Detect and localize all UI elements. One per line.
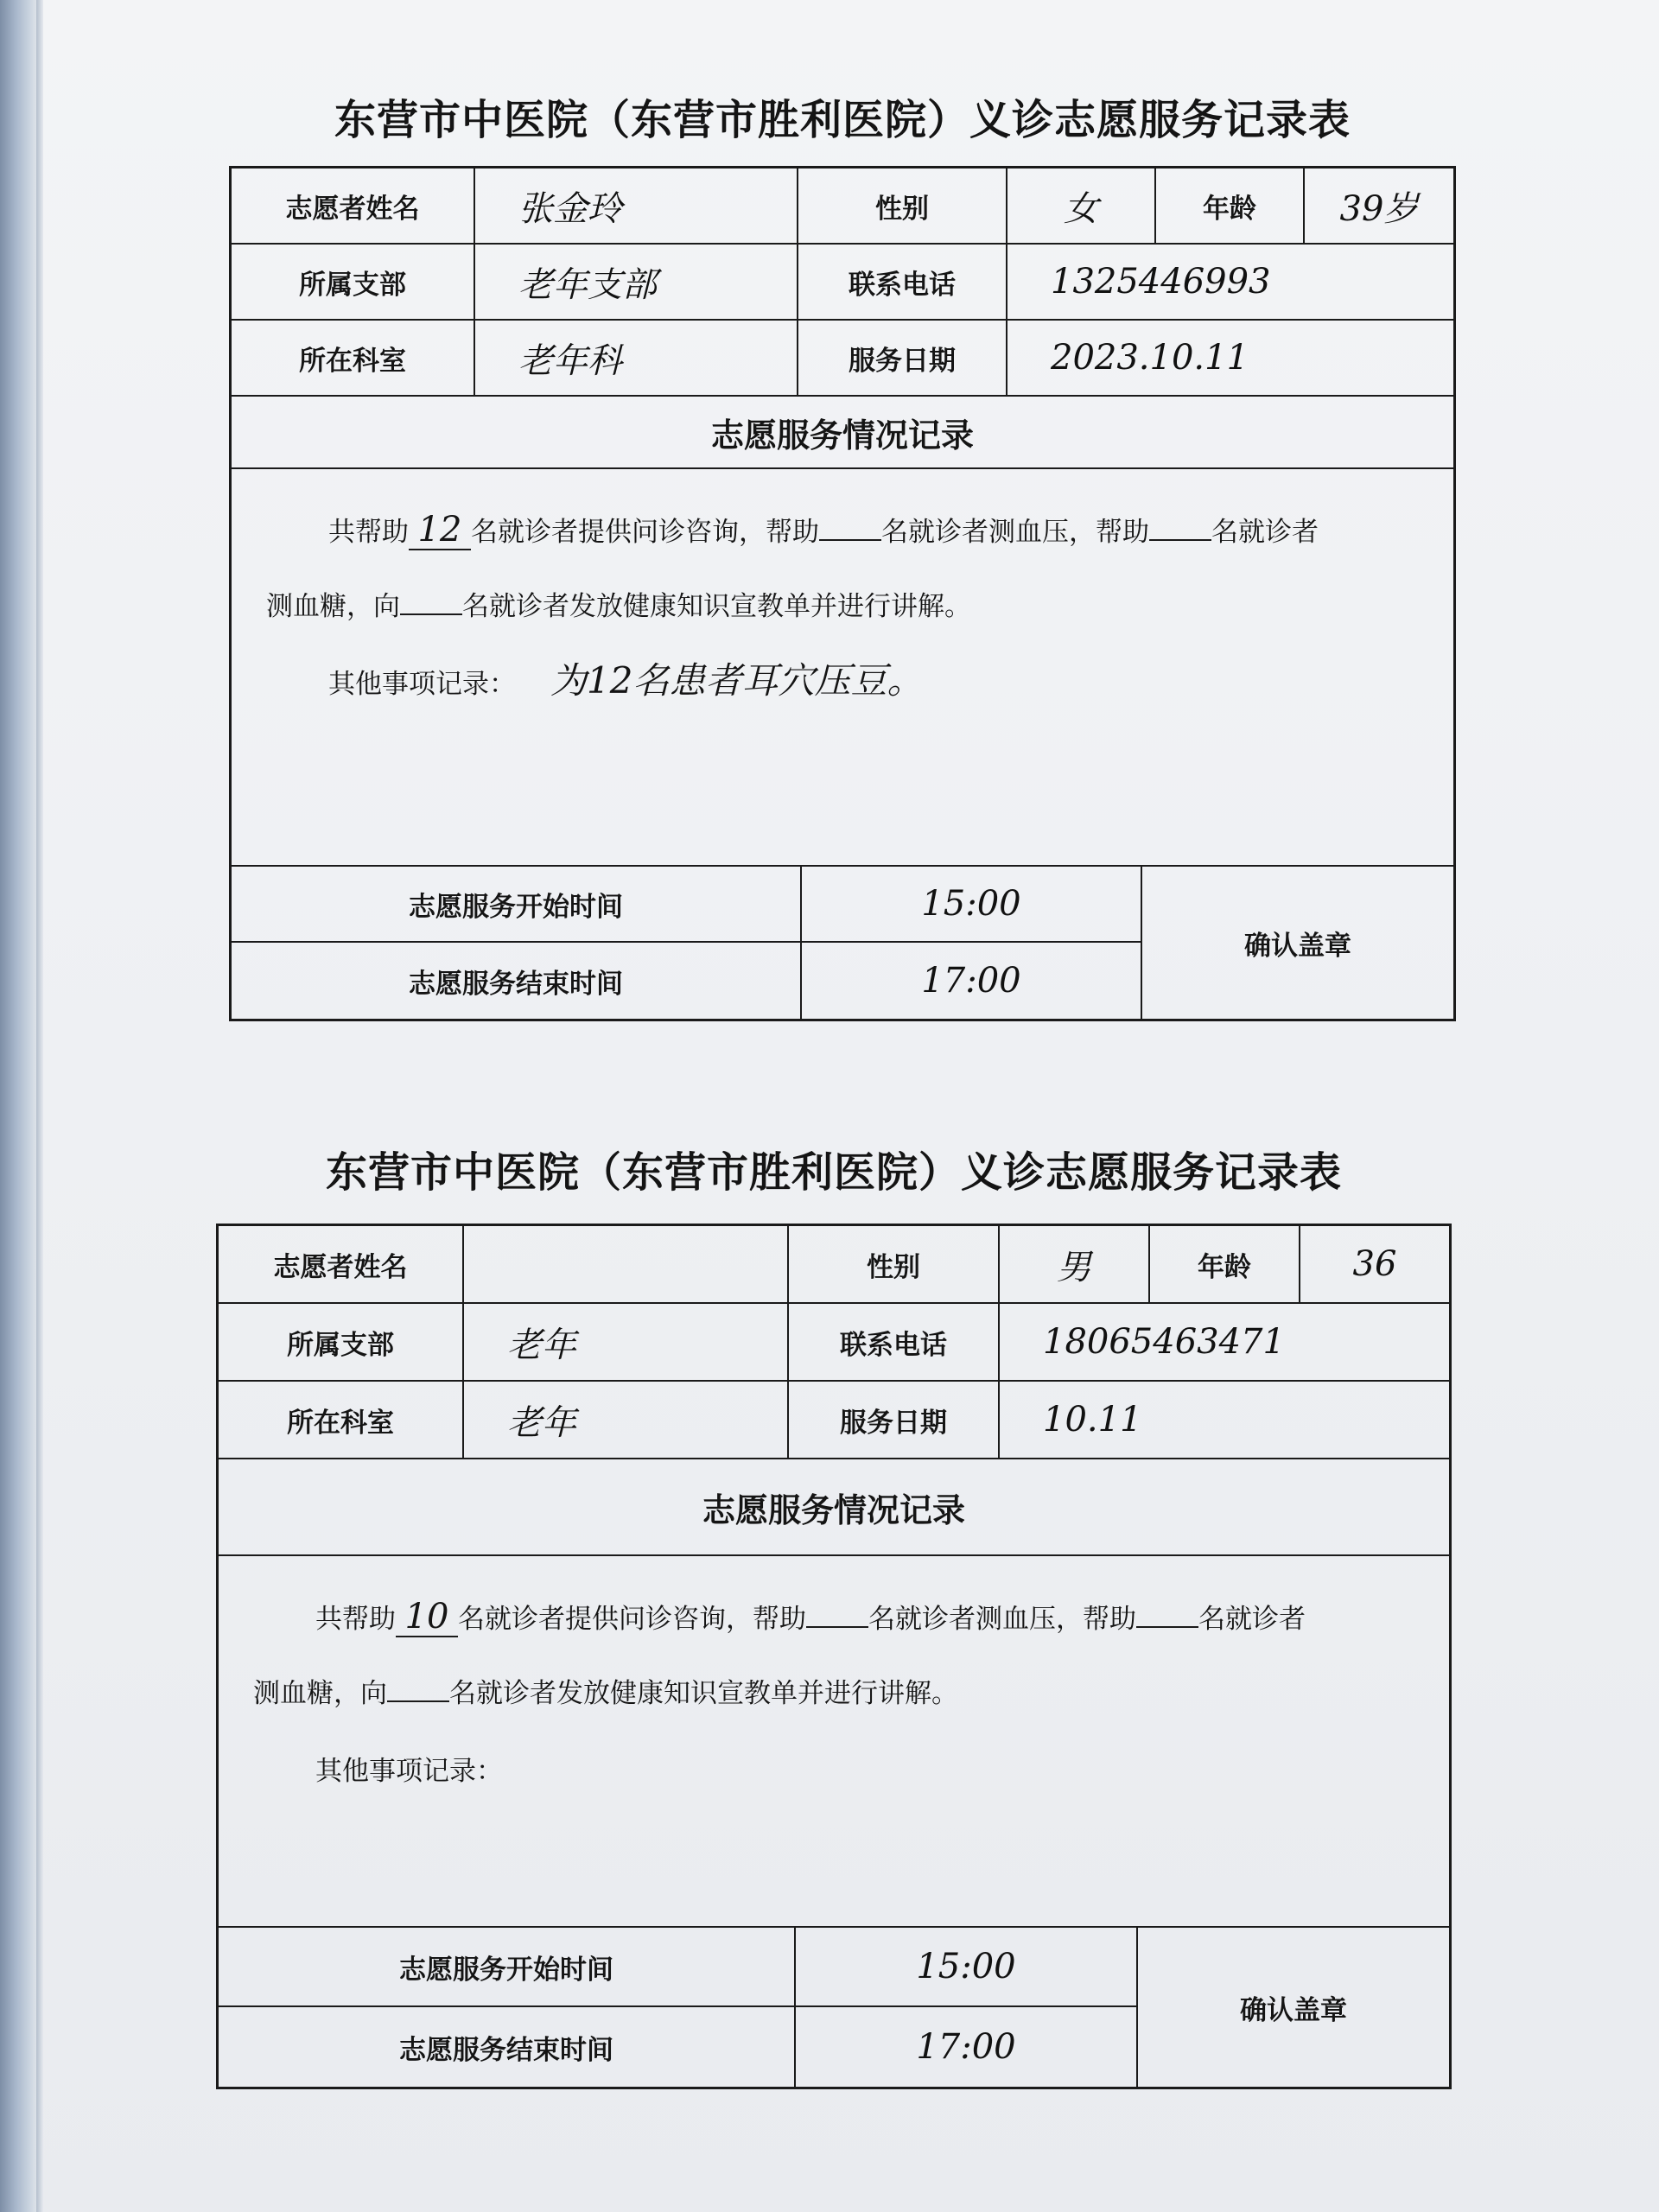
record-text: 测血糖，向 — [266, 591, 400, 622]
value-branch[interactable]: 老年 — [464, 1304, 789, 1380]
confirm-stamp-cell: 确认盖章 — [1244, 930, 1351, 962]
record-text: 测血糖，向 — [253, 1678, 387, 1709]
label-phone: 联系电话 — [789, 1304, 1000, 1380]
value-branch[interactable]: 老年支部 — [475, 245, 798, 319]
consult-count-blank[interactable]: 12 — [409, 511, 471, 550]
label-gender: 性别 — [789, 1226, 1000, 1302]
value-gender[interactable]: 女 — [1007, 168, 1156, 243]
record-text: 名就诊者 — [1211, 517, 1319, 548]
record-text: 共帮助 — [328, 517, 409, 548]
record-text: 名就诊者测血压，帮助 — [881, 517, 1149, 548]
other-notes — [253, 1731, 1420, 1808]
section-title: 志愿服务情况记录 — [219, 1459, 1449, 1556]
end-time-row — [232, 943, 1141, 1019]
value-age[interactable]: 36 — [1352, 1244, 1397, 1284]
row-branch — [232, 245, 1453, 321]
row-name — [219, 1226, 1449, 1304]
record-text: 名就诊者提供问诊咨询，帮助 — [458, 1604, 806, 1635]
form-table — [229, 166, 1456, 1021]
form-table — [216, 1224, 1452, 2089]
record-text: 名就诊者发放健康知识宣教单并进行讲解。 — [462, 591, 971, 622]
section-title: 志愿服务情况记录 — [232, 397, 1453, 469]
volunteer-form-1 — [229, 86, 1456, 1037]
record-text: 名就诊者提供问诊咨询，帮助 — [471, 517, 819, 548]
value-end-time[interactable]: 17:00 — [921, 961, 1021, 1001]
value-name[interactable] — [464, 1226, 789, 1302]
time-fields — [219, 1928, 1138, 2087]
row-name — [232, 168, 1453, 245]
value-age[interactable]: 39岁 — [1339, 188, 1419, 229]
label-end-time: 志愿服务结束时间 — [219, 2007, 796, 2087]
consult-count-blank[interactable]: 10 — [396, 1598, 458, 1637]
bp-count-blank[interactable] — [806, 1626, 868, 1628]
form-title: 东营市中医院（东营市胜利医院）义诊志愿服务记录表 — [334, 96, 1351, 144]
bp-count-blank[interactable] — [819, 539, 881, 541]
value-start-time[interactable]: 15:00 — [916, 1947, 1016, 1986]
paper-sheet — [43, 0, 1659, 2212]
value-name[interactable]: 张金玲 — [475, 168, 798, 243]
label-branch: 所属支部 — [219, 1304, 464, 1380]
time-section — [232, 867, 1453, 1019]
label-phone: 联系电话 — [798, 245, 1007, 319]
other-notes-value[interactable]: 为12名患者耳穴压豆。 — [550, 659, 924, 702]
label-name: 志愿者姓名 — [219, 1226, 464, 1302]
value-date[interactable]: 10.11 — [1043, 1400, 1142, 1440]
record-line-1 — [266, 495, 1424, 569]
record-text: 名就诊者发放健康知识宣教单并进行讲解。 — [449, 1678, 958, 1709]
record-line-2 — [253, 1656, 1420, 1731]
record-line-2 — [266, 569, 1424, 644]
label-age: 年龄 — [1150, 1226, 1300, 1302]
other-notes-label: 其他事项记录： — [315, 1756, 503, 1787]
end-time-row — [219, 2007, 1136, 2087]
label-dept: 所在科室 — [219, 1382, 464, 1458]
glucose-count-blank[interactable] — [1136, 1626, 1198, 1628]
label-date: 服务日期 — [798, 321, 1007, 395]
label-end-time: 志愿服务结束时间 — [232, 943, 802, 1019]
record-text: 名就诊者 — [1198, 1604, 1306, 1635]
value-phone[interactable]: 1325446993 — [1051, 262, 1271, 302]
label-name: 志愿者姓名 — [232, 168, 475, 243]
value-end-time[interactable]: 17:00 — [916, 2027, 1016, 2067]
time-section — [219, 1928, 1449, 2087]
label-dept: 所在科室 — [232, 321, 475, 395]
value-start-time[interactable]: 15:00 — [921, 884, 1021, 924]
value-dept[interactable]: 老年科 — [475, 321, 798, 395]
start-time-row — [219, 1928, 1136, 2007]
row-branch — [219, 1304, 1449, 1382]
label-date: 服务日期 — [789, 1382, 1000, 1458]
time-fields — [232, 867, 1142, 1019]
label-age: 年龄 — [1156, 168, 1305, 243]
value-dept[interactable]: 老年 — [464, 1382, 789, 1458]
service-record — [232, 469, 1453, 867]
label-start-time: 志愿服务开始时间 — [219, 1928, 796, 2005]
row-dept — [219, 1382, 1449, 1459]
binder-spine — [0, 0, 36, 2212]
leaflet-count-blank[interactable] — [400, 613, 462, 615]
row-dept — [232, 321, 1453, 397]
value-date[interactable]: 2023.10.11 — [1051, 338, 1249, 378]
record-text: 名就诊者测血压，帮助 — [868, 1604, 1136, 1635]
form-title: 东营市中医院（东营市胜利医院）义诊志愿服务记录表 — [325, 1148, 1342, 1197]
label-start-time: 志愿服务开始时间 — [232, 867, 802, 941]
value-phone[interactable]: 18065463471 — [1043, 1322, 1285, 1362]
record-line-1 — [253, 1582, 1420, 1656]
binder-edge — [36, 0, 43, 2212]
leaflet-count-blank[interactable] — [387, 1700, 449, 1702]
glucose-count-blank[interactable] — [1149, 539, 1211, 541]
volunteer-form-2 — [216, 1139, 1452, 2115]
label-gender: 性别 — [798, 168, 1007, 243]
label-branch: 所属支部 — [232, 245, 475, 319]
service-record — [219, 1556, 1449, 1928]
other-notes-label: 其他事项记录： — [328, 669, 516, 700]
record-text: 共帮助 — [315, 1604, 396, 1635]
confirm-stamp-cell: 确认盖章 — [1240, 1994, 1347, 2026]
value-gender[interactable]: 男 — [1000, 1226, 1150, 1302]
start-time-row — [232, 867, 1141, 943]
other-notes — [266, 644, 1424, 721]
